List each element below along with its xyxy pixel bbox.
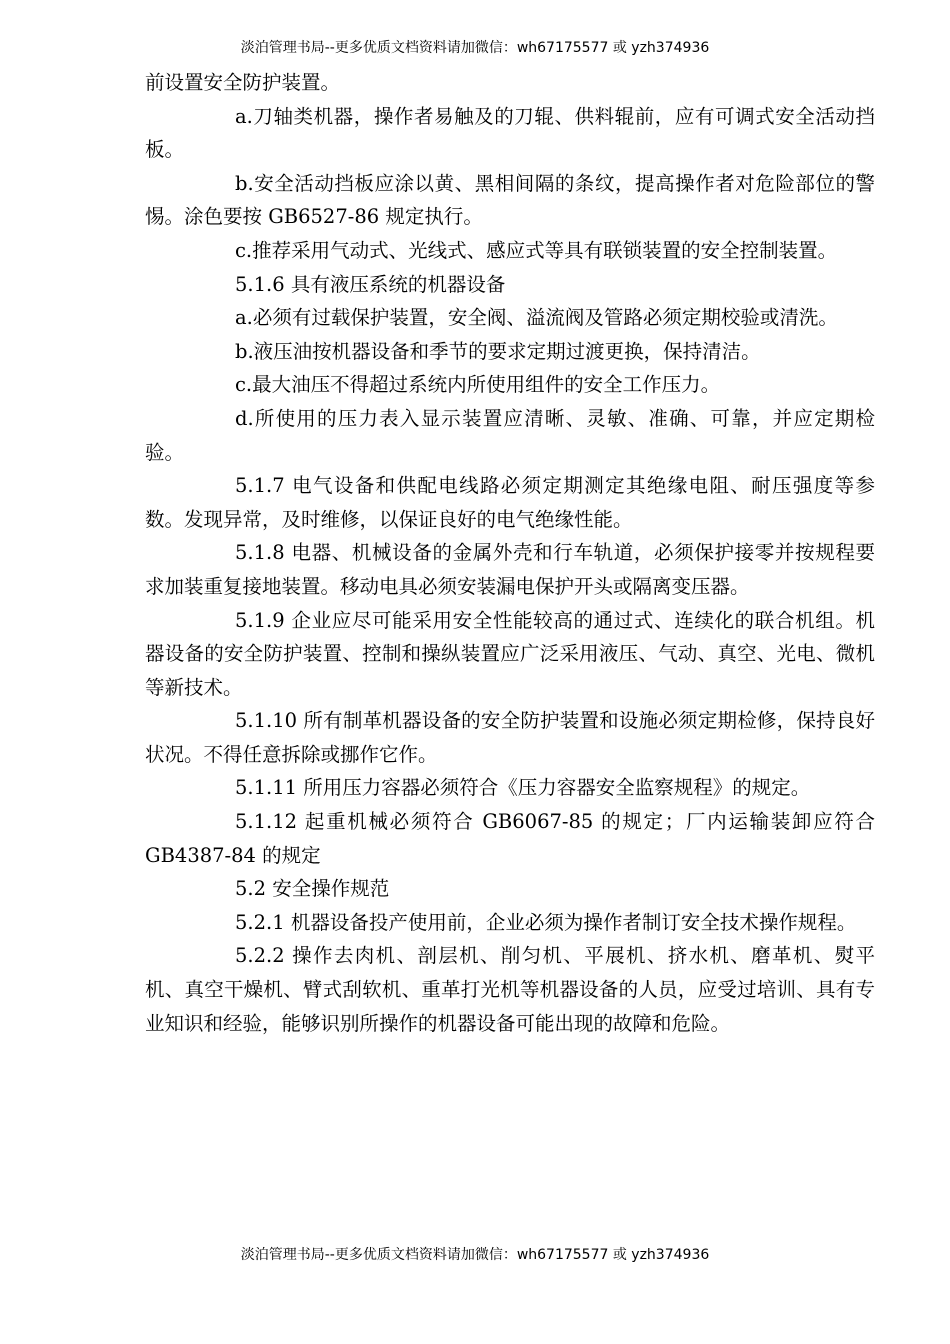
section-heading: 5.1.6 具有液压系统的机器设备 (235, 272, 506, 296)
paragraph: c.推荐采用气动式、光线式、感应式等具有联锁装置的安全控制装置。 (235, 238, 838, 262)
paragraph: 5.1.7 电气设备和供配电线路必须定期测定其绝缘电阻、耐压强度等参数。发现异常，及时维修，以保证良好的电气绝缘性能。 (145, 474, 875, 531)
paragraph-continuation: 前设置安全防护装置。 (145, 71, 341, 94)
document-body (145, 66, 875, 1040)
paragraph: 5.1.10 所有制革机器设备的安全防护装置和设施必须定期检修，保持良好状况。不得任意拆除或挪作它作。 (145, 709, 875, 766)
page-footer: 淡泊管理书局--更多优质文档资料请加微信：wh67175577 或 yzh374936 (240, 1247, 710, 1263)
paragraph: 5.1.9 企业应尽可能采用安全性能较高的通过式、连续化的联合机组。机器设备的安全防护装置、控制和操纵装置应广泛采用液压、气动、真空、光电、微机等新技术。 (145, 608, 875, 699)
paragraph: 5.2.2 操作去肉机、剖层机、削匀机、平展机、挤水机、磨革机、熨平机、真空干燥机、臂式刮软机、重革打光机等机器设备的人员，应受过培训、具有专业知识和经验，能够识别所操作的机器设备可能出现的故障和危险。 (145, 944, 875, 1035)
paragraph: 5.1.11 所用压力容器必须符合《压力容器安全监察规程》的规定。 (235, 776, 811, 800)
paragraph: d.所使用的压力表入显示装置应清晰、灵敏、准确、可靠，并应定期检验。 (145, 406, 875, 464)
paragraph: a.必须有过载保护装置，安全阀、溢流阀及管路必须定期校验或清洗。 (235, 306, 838, 330)
paragraph: 5.1.12 起重机械必须符合 GB6067-85 的规定；厂内运输装卸应符合 GB4387-84 的规定 (145, 810, 875, 867)
paragraph: a.刀轴类机器，操作者易触及的刀辊、供料辊前，应有可调式安全活动挡板。 (145, 104, 875, 162)
page-header: 淡泊管理书局--更多优质文档资料请加微信：wh67175577 或 yzh374936 (240, 40, 710, 56)
paragraph: 5.1.8 电器、机械设备的金属外壳和行车轨道，必须保护接零并按规程要求加装重复接地装置。移动电具必须安装漏电保护开头或隔离变压器。 (145, 541, 875, 598)
section-heading: 5.2 安全操作规范 (235, 877, 390, 901)
paragraph: b.安全活动挡板应涂以黄、黑相间隔的条纹，提高操作者对危险部位的警惕。涂色要按 GB6527-86 规定执行。 (145, 171, 875, 229)
paragraph: 5.2.1 机器设备投产使用前，企业必须为操作者制订安全技术操作规程。 (235, 910, 857, 934)
paragraph: b.液压油按机器设备和季节的要求定期过渡更换，保持清洁。 (235, 339, 761, 363)
paragraph: c.最大油压不得超过系统内所使用组件的安全工作压力。 (235, 373, 721, 397)
